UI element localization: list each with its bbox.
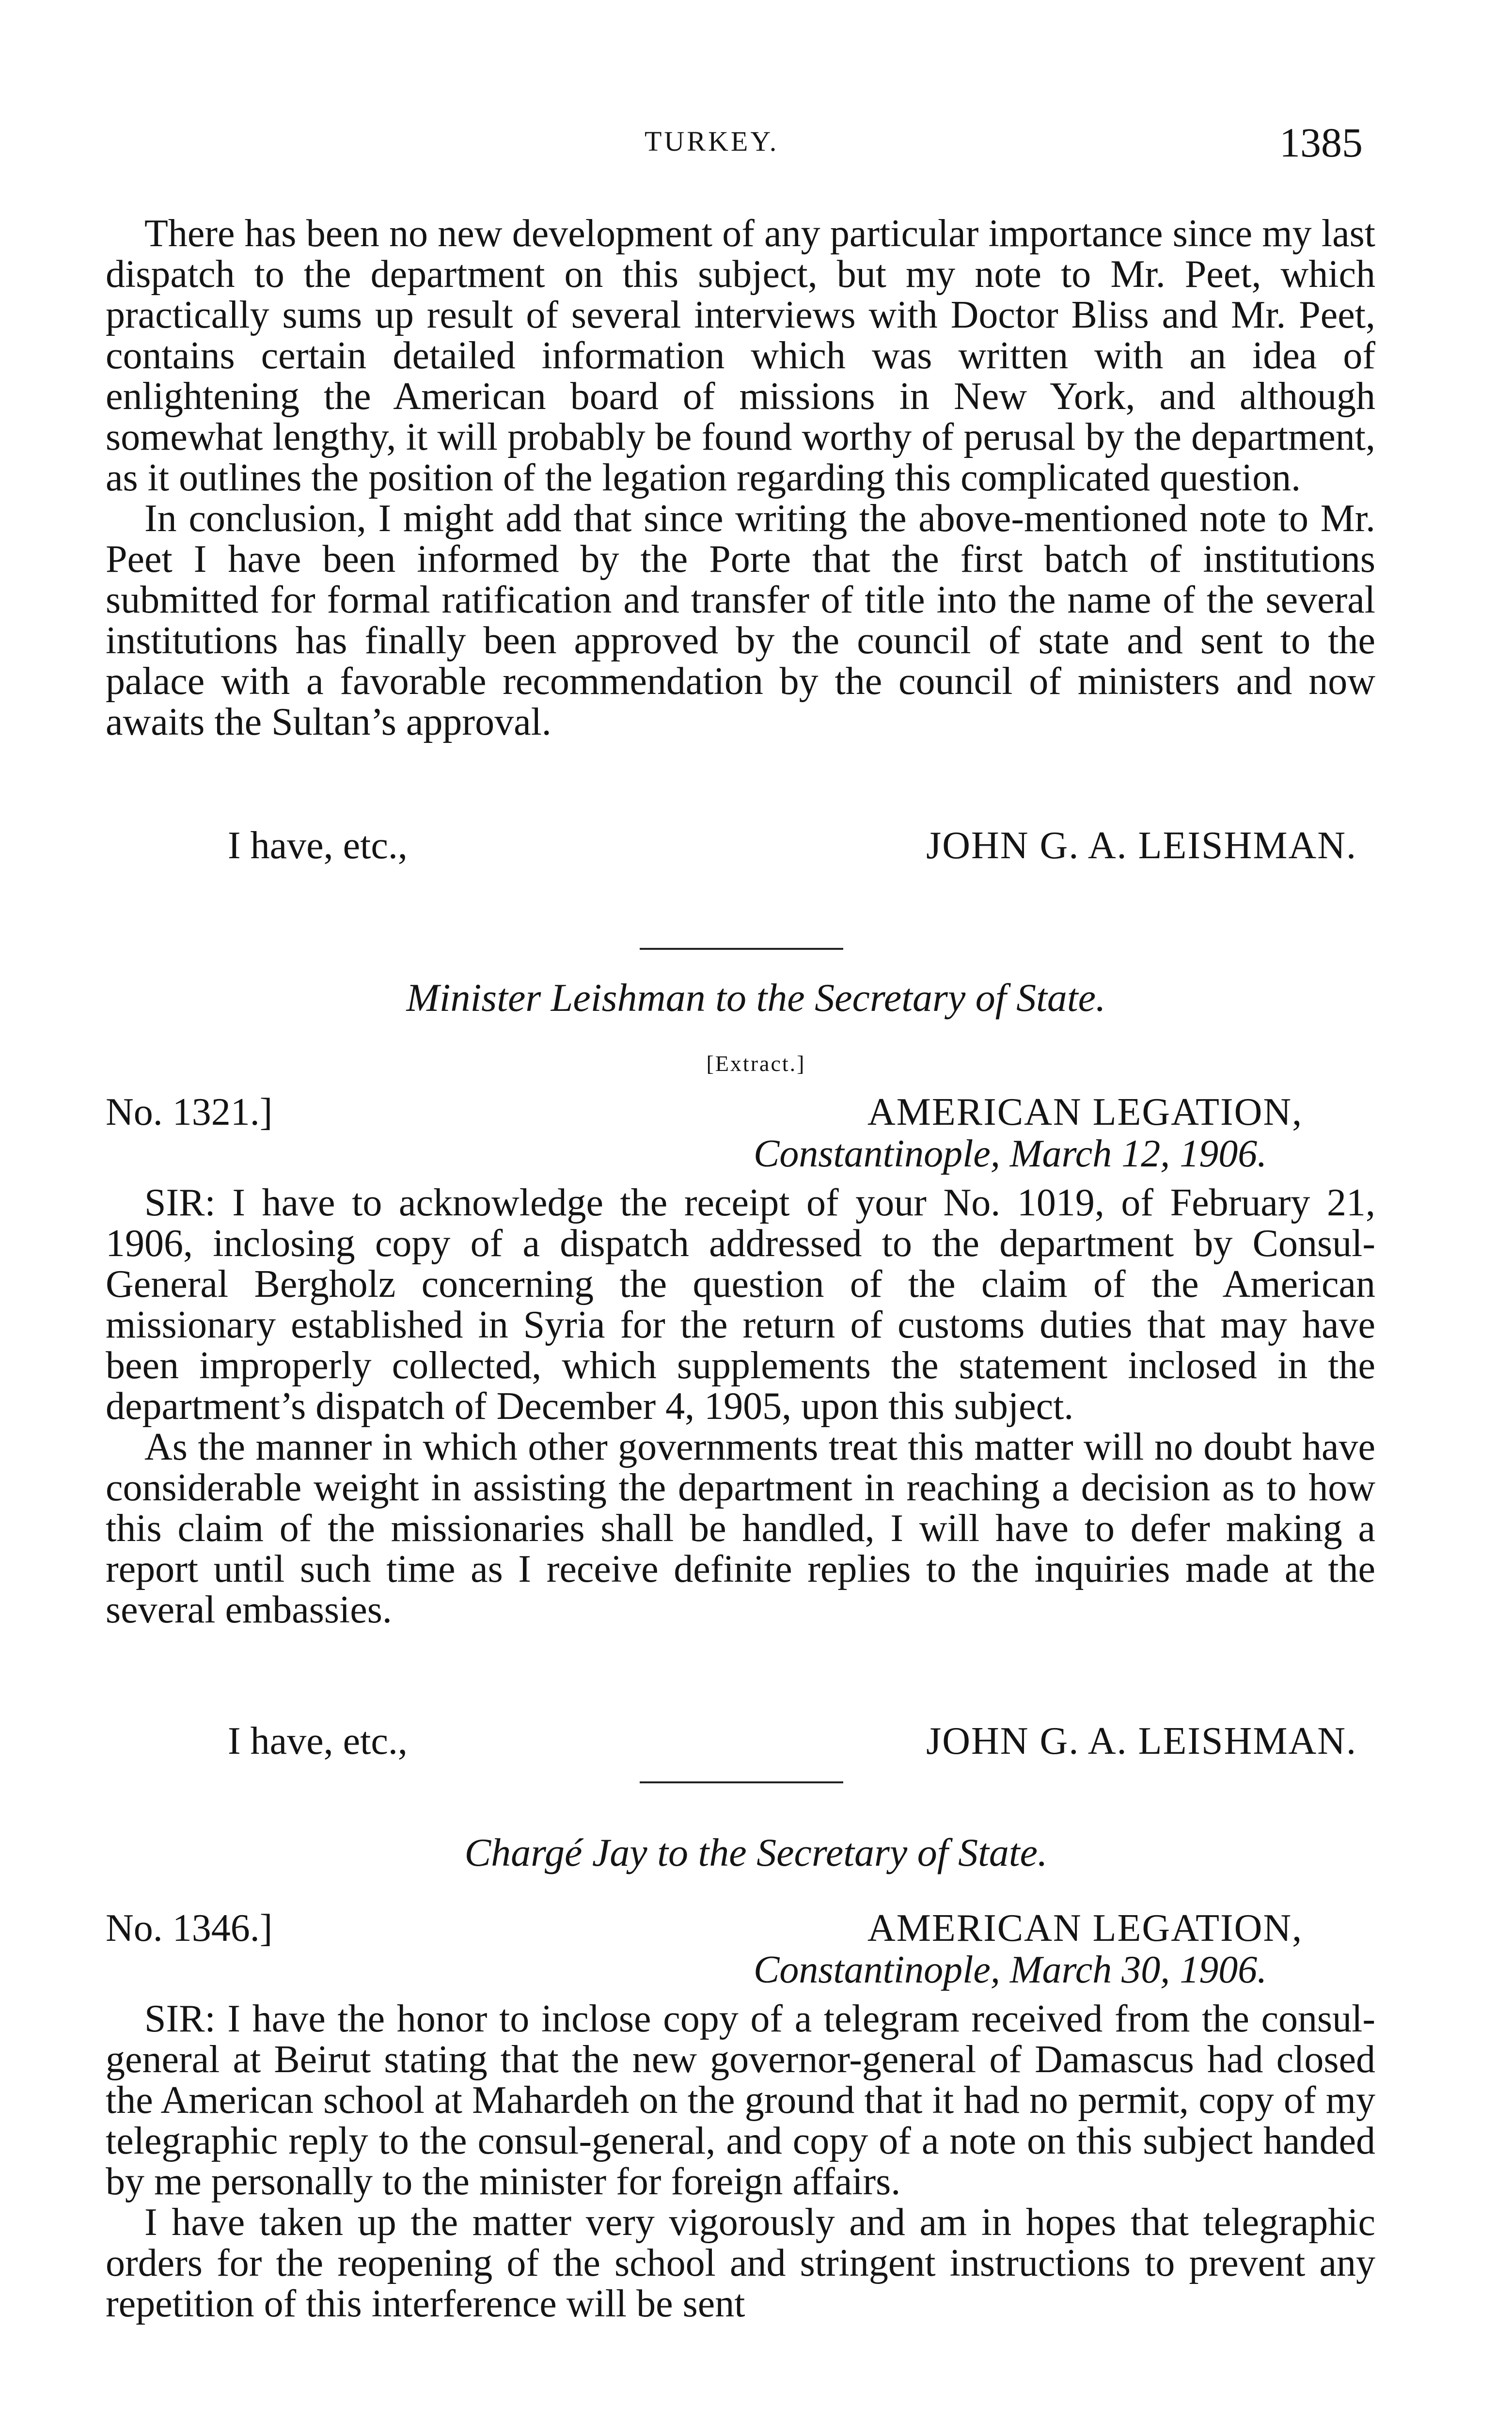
section-divider [640,948,843,950]
letter-heading: Chargé Jay to the Secretary of State. [464,1830,1048,1874]
section2-closing [145,1719,1357,1761]
section-divider [640,1781,843,1783]
section3-body [106,1998,1375,2324]
section2-paragraph-2: As the manner in which other governments treat this matter will no doubt have considerable weight in assisting the department in reaching a decision as to how this claim of the missionaries shall be handled, I will have to defer making a report until such time as I receive definite replies to the inquiries made at the several embassies. [106,1426,1375,1631]
section1-paragraph-2: In conclusion, I might add that since writing the above-mentioned note to Mr. Peet I have been informed by the Porte that the first batch of institutions submitted for formal ratification and transfer of title into the name of the several institutions has finally been approved by the council of state and sent to the palace with a favorable recommendation by the council of ministers and now awaits the Sultan’s approval. [106,497,1375,743]
section3-paragraph-1 [106,1998,1375,2202]
legation-line: AMERICAN LEGATION, [867,1091,1303,1133]
salutation: SIR: [144,1181,216,1224]
section1-body [106,213,1375,742]
running-head: TURKEY. [645,126,779,157]
section3-paragraph-2: I have taken up the matter very vigorously and am in hopes that telegraphic orders for the reopening of the school and stringent instructions to prevent any repetition of this interference will be sent [106,2201,1375,2325]
page-number: 1385 [1279,119,1363,166]
dispatch-number: No. 1346.] [106,1907,273,1950]
extract-note: [Extract.] [706,1051,806,1076]
signature: JOHN G. A. LEISHMAN. [926,824,1357,867]
section2-body [106,1182,1375,1630]
dispatch-number: No. 1321.] [106,1091,273,1133]
paragraph-text: I have the honor to inclose copy of a telegram received from the consul-general at Beirut stating that the new governor-general of Damascus had closed the American school at Mahardeh on the ground that it had no permit, copy of my telegraphic reply to the consul-general, and copy of a note on this subject handed by me personally to the minister for foreign affairs. [106,1998,1376,2203]
signature: JOHN G. A. LEISHMAN. [926,1720,1357,1762]
section1-paragraph-1: There has been no new development of any particular importance since my last dispatch to the department on this subject, but my note to Mr. Peet, which practically sums up result of several interviews with Doctor Bliss and Mr. Peet, contains certain detailed information which was written with an idea of enlightening the American board of missions in New York, and although somewhat lengthy, it will probably be found worthy of perusal by the department, as it outlines the position of the legation regarding this complicated question. [106,212,1375,499]
dateline: Constantinople, March 30, 1906. [754,1949,1267,1991]
dateline: Constantinople, March 12, 1906. [754,1133,1267,1175]
salutation: SIR: [144,1998,216,2040]
letter-heading: Minister Leishman to the Secretary of State. [406,975,1106,1020]
closing-formula: I have, etc., [228,824,408,867]
paragraph-text: I have to acknowledge the receipt of your No. 1019, of February 21, 1906, inclosing copy of a dispatch addressed to the department by Consul-General Bergholz concerning the question of the claim of the American missionary established in Syria for the return of customs duties that may have been improperly collected, which supplements the statement inclosed in the department’s dispatch of December 4, 1905, upon this subject. [106,1181,1376,1428]
closing-formula: I have, etc., [228,1720,408,1762]
section2-paragraph-1 [106,1182,1375,1427]
section1-closing [145,824,1357,865]
legation-line: AMERICAN LEGATION, [867,1907,1303,1950]
